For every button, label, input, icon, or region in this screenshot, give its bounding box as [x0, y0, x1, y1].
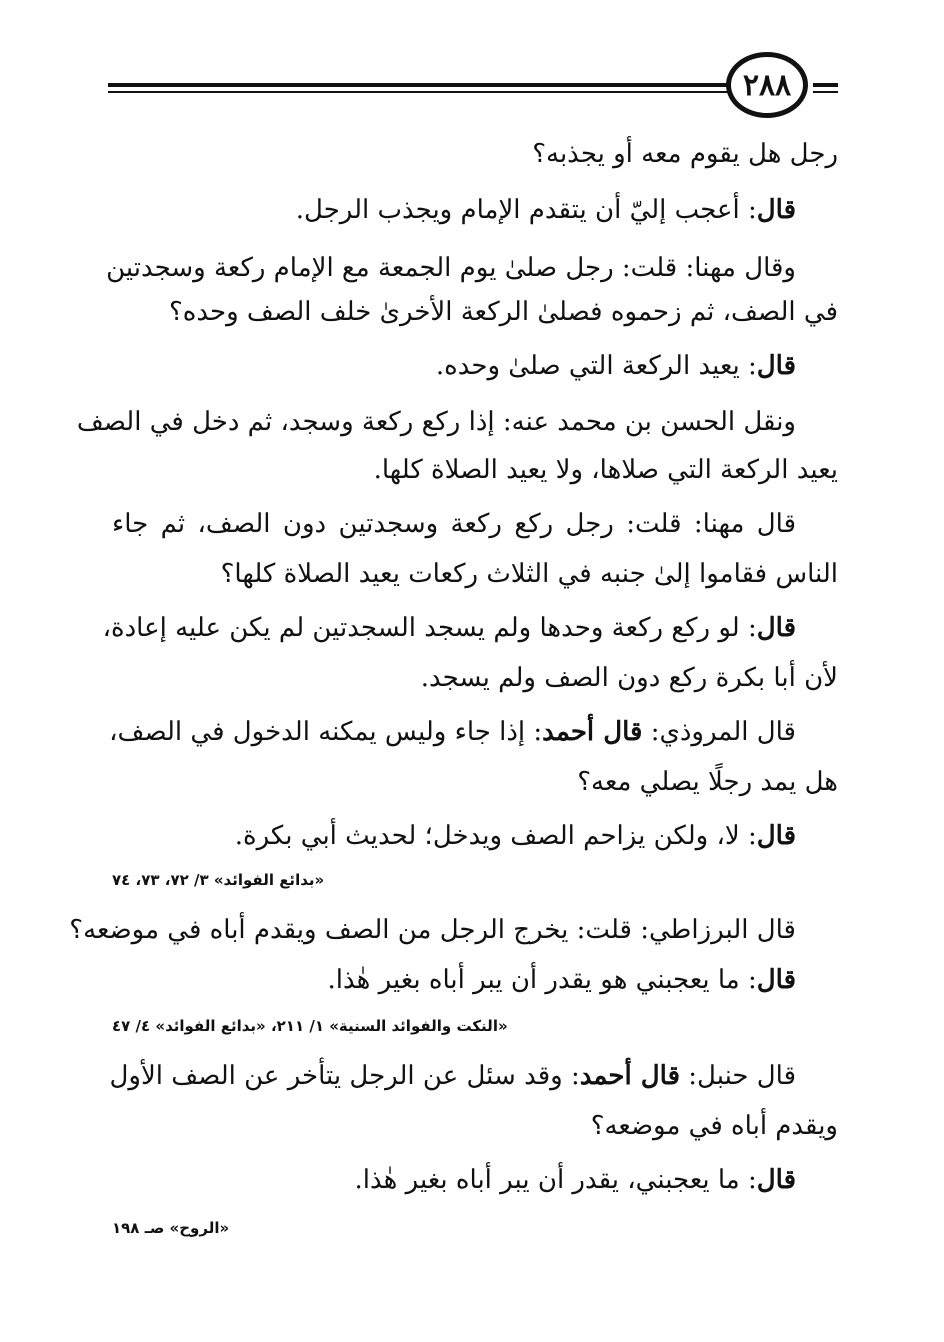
- text-line: الناس فقاموا إلىٰ جنبه في الثلاث ركعات يعيد الصلاة كلها؟: [220, 559, 838, 589]
- text-line: ونقل الحسن بن محمد عنه: إذا ركع ركعة وسجد، ثم دخل في الصف: [76, 407, 796, 437]
- reference-note: «بدائع الفوائد» ٣/ ٧٢، ٧٣، ٧٤: [112, 871, 325, 889]
- text-line: رجل هل يقوم معه أو يجذبه؟: [532, 139, 838, 169]
- page-number-badge: [726, 52, 808, 118]
- reference-note: «النكت والفوائد السنية» ١/ ٢١١، «بدائع الفوائد» ٤/ ٤٧: [112, 1017, 508, 1035]
- text-line: قال: ما يعجبني، يقدر أن يبر أباه بغير هٰذا.: [354, 1165, 796, 1195]
- text-line: قال: ما يعجبني هو يقدر أن يبر أباه بغير هٰذا.: [327, 965, 796, 995]
- page-header: [108, 52, 838, 124]
- reference-note: «الروح» صـ ١٩٨: [112, 1219, 230, 1237]
- text-line: قال مهنا: قلت: رجل ركع ركعة وسجدتين دون الصف، ثم جاء: [112, 509, 796, 539]
- page-number: ٢٨٨: [742, 67, 792, 103]
- text-line: قال المروذي: قال أحمد: إذا جاء وليس يمكنه الدخول في الصف،: [109, 717, 796, 747]
- text-line: قال البرزاطي: قلت: يخرج الرجل من الصف ويقدم أباه في موضعه؟: [69, 915, 796, 945]
- text-line: قال: لو ركع ركعة وحدها ولم يسجد السجدتين لم يكن عليه إعادة،: [102, 613, 796, 643]
- text-line: وقال مهنا: قلت: رجل صلىٰ يوم الجمعة مع الإمام ركعة وسجدتين: [106, 253, 796, 283]
- header-rule-thin-right: [813, 91, 838, 93]
- text-line: في الصف، ثم زحموه فصلىٰ الركعة الأخرىٰ خلف الصف وحده؟: [168, 297, 838, 327]
- header-rule-thick-right: [813, 83, 838, 87]
- text-line: قال: لا، ولكن يزاحم الصف ويدخل؛ لحديث أبي بكرة.: [234, 821, 796, 851]
- text-line: قال: أعجب إليّ أن يتقدم الإمام ويجذب الرجل.: [295, 195, 796, 225]
- text-line: يعيد الركعة التي صلاها، ولا يعيد الصلاة كلها.: [373, 455, 838, 485]
- text-line: هل يمد رجلًا يصلي معه؟: [577, 767, 838, 797]
- text-line: قال: يعيد الركعة التي صلىٰ وحده.: [435, 351, 796, 381]
- text-line: لأن أبا بكرة ركع دون الصف ولم يسجد.: [420, 663, 838, 693]
- header-rule-thin: [108, 91, 728, 93]
- text-line: ويقدم أباه في موضعه؟: [590, 1111, 838, 1141]
- header-rule-thick: [108, 83, 728, 87]
- text-line: قال حنبل: قال أحمد: وقد سئل عن الرجل يتأخر عن الصف الأول: [109, 1061, 796, 1091]
